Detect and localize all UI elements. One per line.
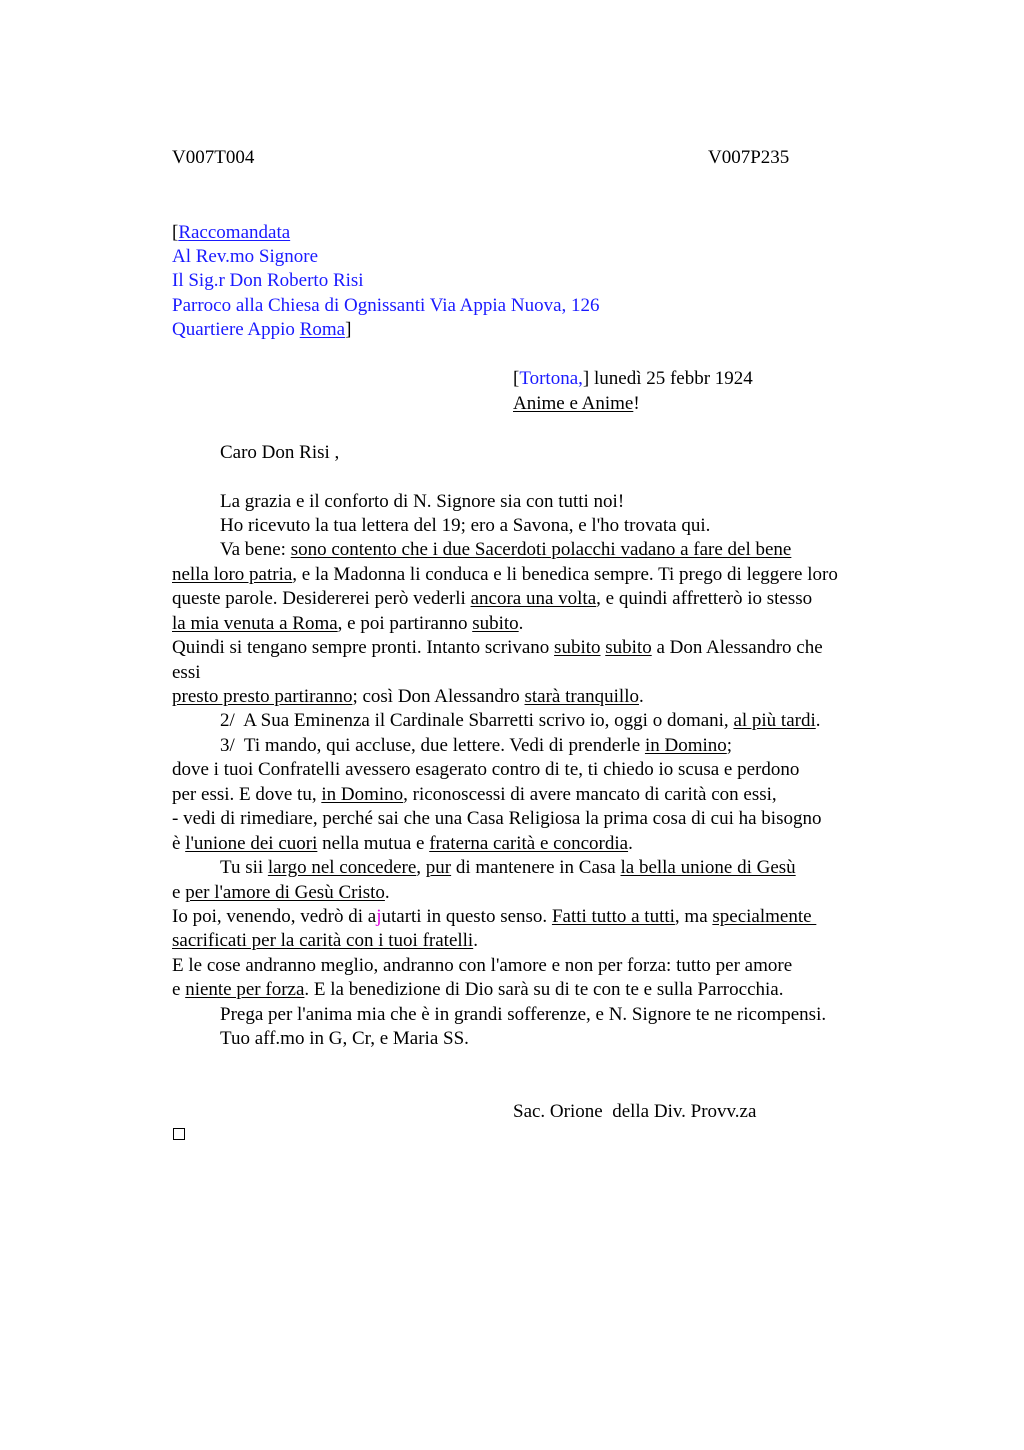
city: Roma — [299, 319, 346, 340]
text: per essi. E dove tu, — [172, 784, 322, 805]
bracket: ] — [345, 319, 352, 340]
place: Tortona, — [519, 368, 583, 389]
text: e — [172, 979, 186, 1000]
text: ; — [726, 735, 733, 756]
address-line-1 — [172, 222, 290, 244]
registered-mail-label: Raccomandata — [178, 222, 291, 243]
text: a Don Alessandro che — [651, 637, 823, 658]
address-line-5 — [172, 319, 351, 341]
text: . — [473, 930, 478, 951]
text: Io poi, venendo, vedrò di a — [172, 906, 377, 927]
body-line — [220, 857, 796, 879]
signature: Sac. Orione della Div. Provv.za — [513, 1101, 757, 1122]
underlined-text: specialmente — [712, 906, 817, 927]
bracket: [ — [172, 222, 179, 243]
text: . — [628, 833, 633, 854]
body-line — [172, 930, 478, 952]
body-line — [220, 735, 732, 757]
date: ] lunedì 25 febbr 1924 — [582, 368, 753, 389]
body-line: La grazia e il conforto di N. Signore sia con tutti noi! — [220, 491, 625, 512]
underlined-text: fraterna carità e concordia — [429, 833, 629, 854]
underlined-text: in Domino — [644, 735, 727, 756]
body-line — [172, 686, 644, 708]
text: , e poi partiranno — [337, 613, 473, 634]
text: Tu sii — [220, 857, 268, 878]
body-line: Ho ricevuto la tua lettera del 19; ero a Savona, e l'ho trovata qui. — [220, 515, 711, 536]
address-line-4: Parroco alla Chiesa di Ognissanti Via Appia Nuova, 126 — [172, 295, 600, 316]
body-line — [172, 979, 783, 1001]
body-line: essi — [172, 662, 201, 683]
text: . E la benedizione di Dio sarà su di te con te e sulla Parrocchia. — [304, 979, 784, 1000]
text: , e quindi affretterò io stesso — [596, 588, 813, 609]
text: e — [172, 882, 186, 903]
underlined-text: ancora una volta — [470, 588, 597, 609]
text: di mantenere in Casa — [451, 857, 621, 878]
text: nella mutua e — [317, 833, 430, 854]
dateline — [513, 368, 753, 390]
text: Va bene: — [220, 539, 291, 560]
underlined-text: la mia venuta a Roma — [172, 613, 338, 634]
greeting: Caro Don Risi , — [220, 442, 340, 463]
underlined-text: niente per forza — [185, 979, 305, 1000]
body-line: Tuo aff.mo in G, Cr, e Maria SS. — [220, 1028, 469, 1049]
underlined-text: in Domino — [321, 784, 404, 805]
text: utarti in questo senso. — [381, 906, 552, 927]
underlined-text: pur — [425, 857, 452, 878]
underlined-text: subito — [472, 613, 519, 634]
underlined-text: largo nel concedere — [267, 857, 417, 878]
text: . — [815, 710, 821, 731]
body-line: E le cose andranno meglio, andranno con l'amore e non per forza: tutto per amore — [172, 955, 793, 976]
text: 2/ A Sua Eminenza il Cardinale Sbarretti scrivo io, oggi o domani, — [220, 710, 734, 731]
underlined-text: subito — [554, 637, 601, 658]
underlined-text: l'unione dei cuori — [185, 833, 318, 854]
underlined-text: Fatti tutto a tutti — [551, 906, 675, 927]
body-line: - vedi di rimediare, perché sai che una Casa Religiosa la prima cosa di cui ha bisogno — [172, 808, 822, 829]
underlined-text: per l'amore di Gesù Cristo — [185, 882, 385, 903]
body-line — [172, 613, 523, 635]
body-line: dove i tuoi Confratelli avessero esagerato contro di te, ti chiedo io scusa e perdono — [172, 759, 800, 780]
text: , ma — [674, 906, 713, 927]
underlined-text: sono contento che i due Sacerdoti polacchi vadano a fare del bene — [290, 539, 792, 560]
text: , riconoscessi di avere mancato di carità con essi, — [403, 784, 777, 805]
text: 3/ Ti mando, qui accluse, due lettere. Vedi di prenderle — [220, 735, 645, 756]
checkbox-square-icon — [173, 1128, 185, 1140]
underlined-text: starà tranquillo — [524, 686, 639, 707]
district: Quartiere Appio — [172, 319, 300, 340]
body-line: Prega per l'anima mia che è in grandi sofferenze, e N. Signore te ne ricompensi. — [220, 1004, 827, 1025]
motto — [513, 393, 640, 415]
text: ; così Don Alessandro — [352, 686, 525, 707]
text: . — [639, 686, 644, 707]
text: , e la Madonna li conduca e li benedica sempre. Ti prego di leggere loro — [292, 564, 838, 585]
body-line — [172, 588, 812, 610]
underlined-text: al più tardi — [733, 710, 816, 731]
motto-text: Anime e Anime — [513, 393, 634, 414]
text: queste parole. Desidererei però vederli — [172, 588, 471, 609]
body-line — [172, 564, 838, 586]
text: . — [384, 882, 390, 903]
underlined-text: la bella unione di Gesù — [620, 857, 796, 878]
body-line — [172, 833, 633, 855]
underlined-text: nella loro patria — [172, 564, 293, 585]
bracket: [ — [513, 368, 520, 389]
text: Quindi si tengano sempre pronti. Intanto scrivano — [172, 637, 555, 658]
body-line — [172, 637, 823, 659]
body-line — [172, 882, 390, 904]
underlined-text: sacrificati per la carità con i tuoi fratelli — [172, 930, 474, 951]
body-line — [172, 784, 777, 806]
highlighted-letter: j — [376, 906, 382, 927]
body-line — [172, 906, 816, 928]
underlined-text: subito — [605, 637, 652, 658]
body-line — [220, 539, 791, 561]
text: è — [172, 833, 186, 854]
doc-code-left: V007T004 — [172, 147, 255, 168]
text: , — [416, 857, 426, 878]
body-line — [220, 710, 821, 732]
text: . — [518, 613, 524, 634]
address-line-2: Al Rev.mo Signore — [172, 246, 319, 267]
motto-end: ! — [633, 393, 640, 414]
doc-code-right: V007P235 — [708, 147, 790, 168]
address-line-3: Il Sig.r Don Roberto Risi — [172, 270, 364, 291]
underlined-text: presto presto partiranno — [172, 686, 353, 707]
